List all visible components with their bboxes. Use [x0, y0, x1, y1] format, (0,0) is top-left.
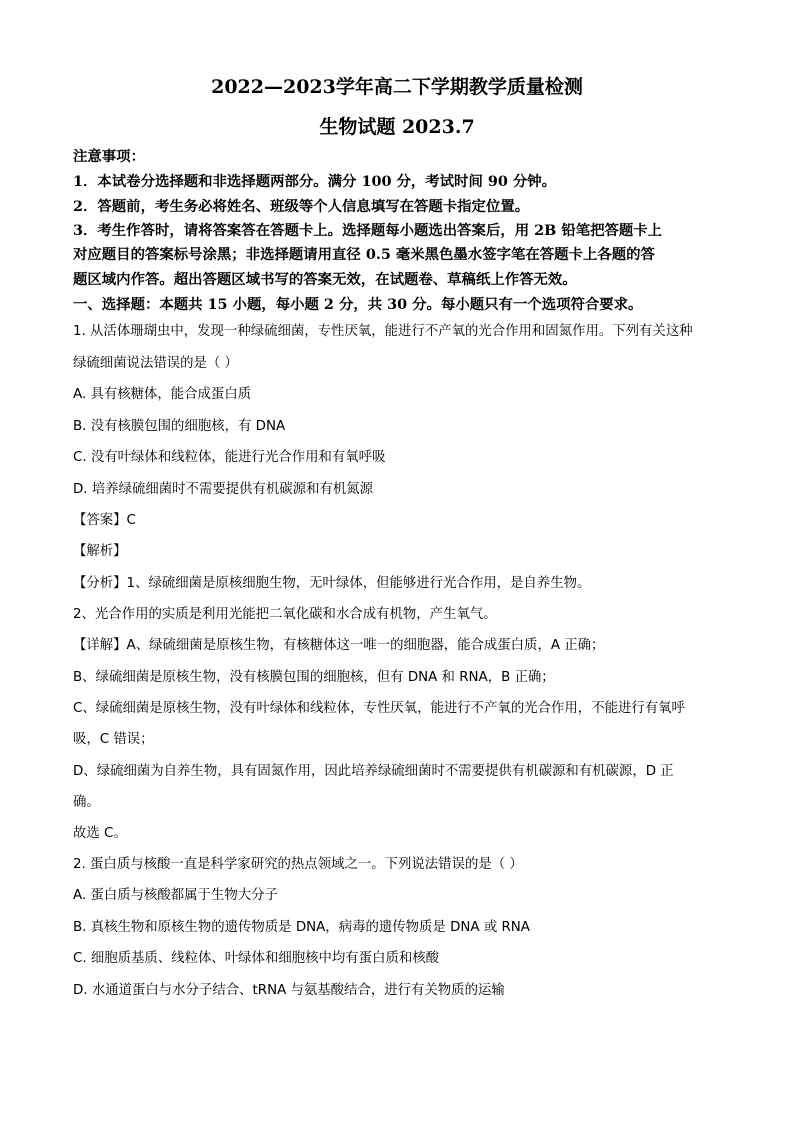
- question-1-option-c: C. 没有叶绿体和线粒体，能进行光合作用和有氧呼吸: [73, 450, 386, 465]
- analysis-line: 2、光合作用的实质是利用光能把二氧化碳和水合成有机物，产生氧气。: [73, 607, 497, 622]
- analysis-line: B、绿硫细菌是原核生物，没有核膜包围的细胞核，但有 DNA 和 RNA，B 正确；: [73, 670, 555, 685]
- question-1-stem: 绿硫细菌说法错误的是（ ）: [73, 356, 238, 371]
- question-1-stem: 1. 从活体珊瑚虫中，发现一种绿硫细菌，专性厌氧，能进行不产氧的光合作用和固氮作用。下列有关这种: [73, 324, 693, 339]
- section-heading: 一、选择题：本题共 15 小题，每小题 2 分，共 30 分。每小题只有一个选项符合要求。: [73, 296, 643, 313]
- question-1-option-d: D. 培养绿硫细菌时不需要提供有机碳源和有机氮源: [73, 482, 374, 497]
- question-1-answer: 【答案】C: [73, 513, 136, 528]
- question-2-stem: 2. 蛋白质与核酸一直是科学家研究的热点领域之一。下列说法错误的是（ ）: [73, 857, 523, 872]
- analysis-line: 确。: [73, 795, 100, 810]
- analysis-line: 吸，C 错误；: [73, 732, 154, 747]
- exam-title: 2022—2023学年高二下学期教学质量检测: [211, 76, 583, 98]
- notice-item: 对应题目的答案标号涂黑；非选择题请用直径 0.5 毫米黑色墨水签字笔在答题卡上各题的答: [73, 246, 655, 263]
- notice-item: 题区域内作答。超出答题区域书写的答案无效，在试题卷、草稿纸上作答无效。: [73, 271, 577, 288]
- notice-item: 1．本试卷分选择题和非选择题两部分。满分 100 分，考试时间 90 分钟。: [73, 173, 557, 190]
- exam-subtitle: 生物试题 2023.7: [319, 116, 475, 138]
- analysis-line: 【分析】1、绿硫细菌是原核细胞生物，无叶绿体，但能够进行光合作用，是自养生物。: [73, 576, 591, 591]
- notice-item: 2．答题前，考生务必将姓名、班级等个人信息填写在答题卡指定位置。: [73, 198, 530, 215]
- question-1-analysis-label: 【解析】: [73, 544, 127, 559]
- question-1-option-a: A. 具有核糖体，能合成蛋白质: [73, 387, 252, 402]
- analysis-line: 【详解】A、绿硫细菌是原核生物，有核糖体这一唯一的细胞器，能合成蛋白质，A 正确；: [73, 638, 605, 653]
- analysis-line: C、绿硫细菌是原核生物，没有叶绿体和线粒体，专性厌氧，能进行不产氧的光合作用，不能进行有氧呼: [73, 701, 685, 716]
- question-1-option-b: B. 没有核膜包围的细胞核，有 DNA: [73, 419, 286, 434]
- question-2-option-d: D. 水通道蛋白与水分子结合、tRNA 与氨基酸结合，进行有关物质的运输: [73, 983, 505, 998]
- question-2-option-b: B. 真核生物和原核生物的遗传物质是 DNA，病毒的遗传物质是 DNA 或 RNA: [73, 920, 530, 935]
- analysis-line: 故选 C。: [73, 826, 127, 841]
- question-2-option-c: C. 细胞质基质、线粒体、叶绿体和细胞核中均有蛋白质和核酸: [73, 951, 440, 966]
- analysis-line: D、绿硫细菌为自养生物，具有固氮作用，因此培养绿硫细菌时不需要提供有机碳源和有机碳源，D 正: [73, 764, 674, 779]
- notice-heading: 注意事项：: [73, 148, 145, 165]
- question-2-option-a: A. 蛋白质与核酸都属于生物大分子: [73, 888, 278, 903]
- notice-item: 3．考生作答时，请将答案答在答题卡上。选择题每小题选出答案后，用 2B 铅笔把答题卡上: [73, 222, 663, 239]
